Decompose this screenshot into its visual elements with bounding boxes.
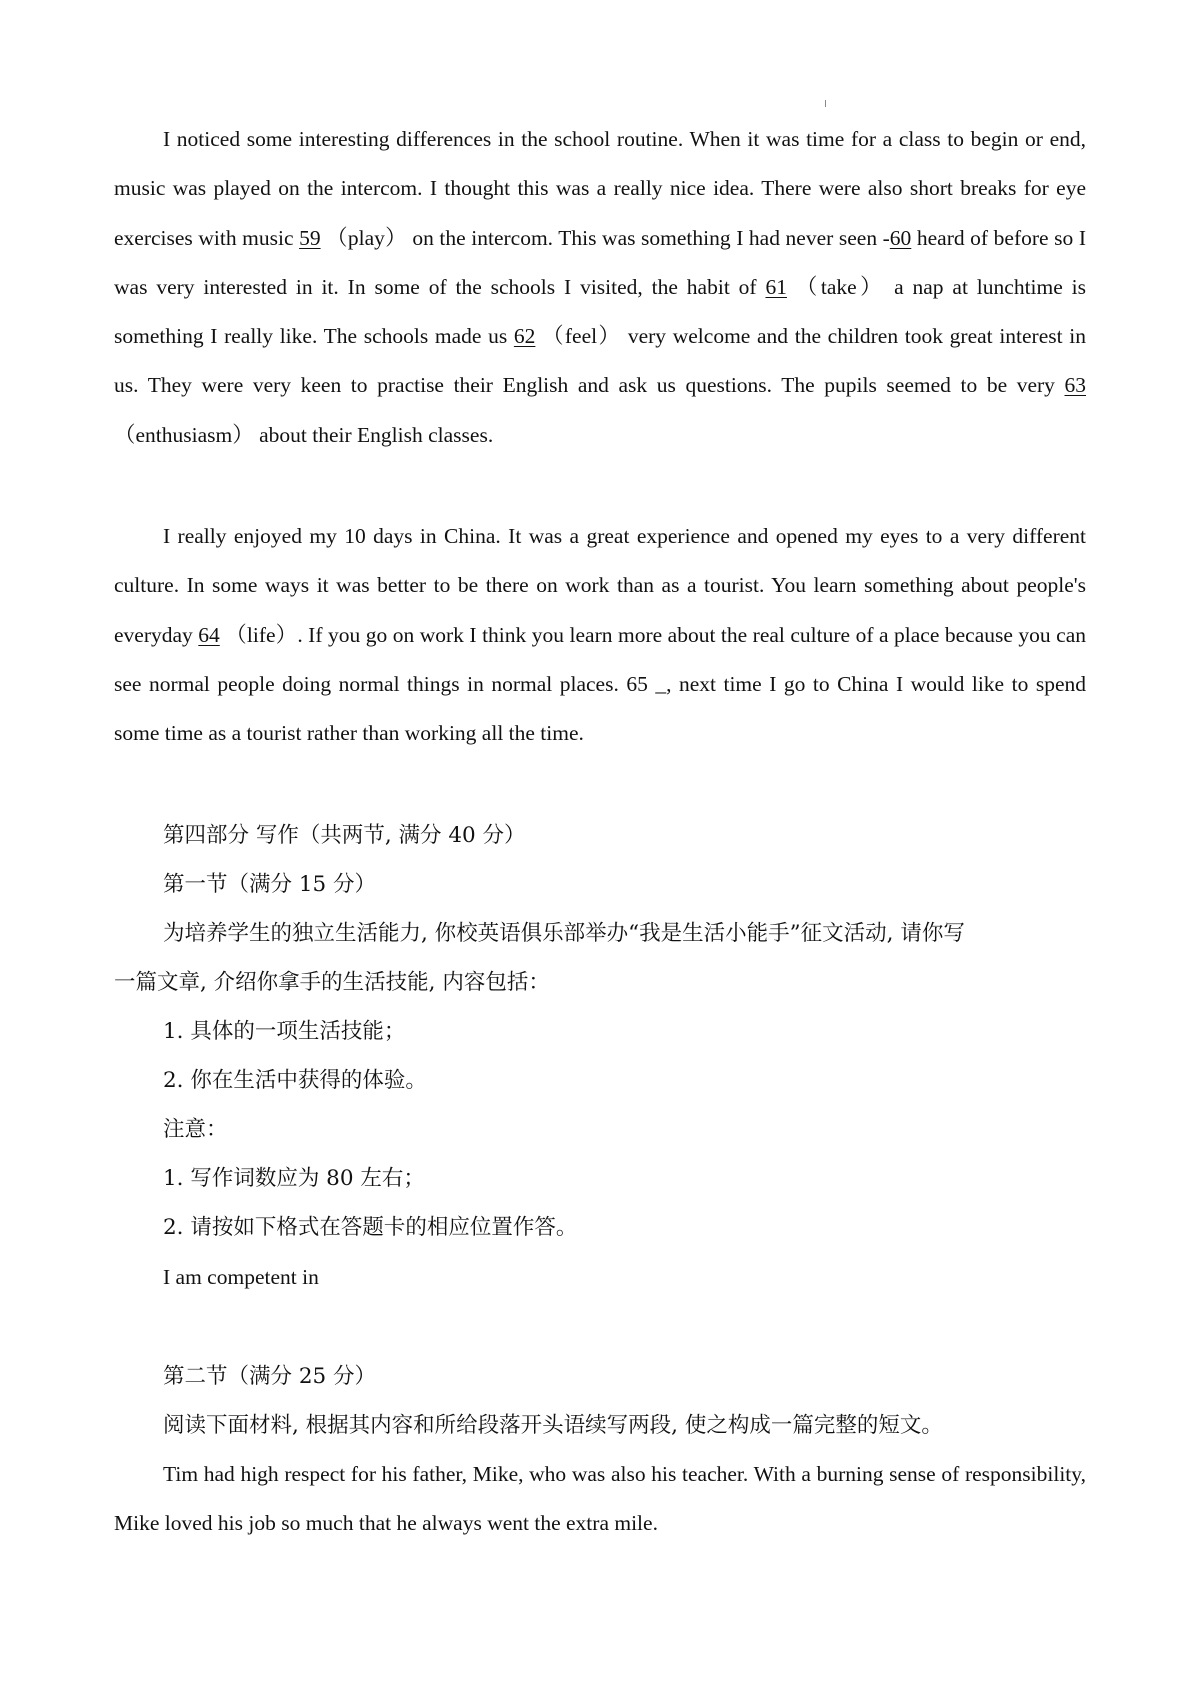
- page-mark: [825, 100, 826, 107]
- story-paragraph: [114, 1450, 1086, 1549]
- passage-text: very welcome and the children took great interest in us. They were very keen to practise their English and ask us questions. The pupils seemed to be very: [114, 324, 1086, 398]
- passage-text: . If you go on work I think you learn more about the real culture of a place because you can see normal people doing normal things in normal places. 65 _, next time I go to China I would like to spend some time as a tourist rather than working all the time.: [114, 622, 1086, 746]
- blank-59: 59: [299, 225, 321, 250]
- section-one-title: 第一节（满分 15 分）: [163, 872, 377, 897]
- hint-63: （enthusiasm）: [114, 422, 260, 447]
- passage-text: a nap at lunchtime is something I really like. The schools made us: [114, 274, 1087, 349]
- blank-64: 64: [198, 622, 220, 647]
- blank-61: 61: [765, 274, 787, 299]
- hint-64: （life）: [219, 622, 298, 647]
- passage-text: heard of before so I was very interested in it. In some of the schools I visited, the habit of: [114, 225, 1086, 299]
- writing-starter: I am competent in: [163, 1265, 319, 1289]
- hint-62: （feel）: [535, 324, 628, 349]
- blank-62: 62: [513, 324, 536, 349]
- blank-60: 60: [889, 225, 912, 250]
- part-four-title: 第四部分 写作（共两节, 满分 40 分）: [163, 823, 526, 848]
- section-two-instruction: 阅读下面材料, 根据其内容和所给段落开头语续写两段, 使之构成一篇完整的短文。: [163, 1413, 943, 1438]
- section-two-title: 第二节（满分 25 分）: [163, 1364, 377, 1389]
- passage-paragraph-2: [114, 512, 1086, 758]
- hint-61: （take）: [786, 274, 895, 299]
- content-item-1: 1. 具体的一项生活技能；: [163, 1019, 406, 1044]
- story-text: Tim had high respect for his father, Mike, who was also his teacher. With a burning sense of responsibility, Mike loved his job so much that he always went the extra mile.: [114, 1462, 1086, 1536]
- content-item-2: 2. 你在生活中获得的体验。: [163, 1068, 427, 1093]
- note-item-1: 1. 写作词数应为 80 左右；: [163, 1166, 425, 1191]
- passage-text: I noticed some interesting differences in the school routine. When it was time for a class to begin or end, music was played on the intercom. I thought this was a really nice idea. There were also short breaks for eye exercises with music: [114, 127, 1086, 250]
- section-one-prompt-line-2: 一篇文章, 介绍你拿手的生活技能, 内容包括：: [114, 970, 550, 995]
- hint-59: （play）: [320, 225, 413, 250]
- passage-text: about their English classes.: [259, 422, 494, 447]
- note-label: 注意：: [163, 1117, 228, 1142]
- section-one-prompt-line-1: 为培养学生的独立生活能力, 你校英语俱乐部举办“我是生活小能手”征文活动, 请你写: [163, 921, 965, 946]
- blank-63: 63: [1064, 373, 1086, 398]
- passage-paragraph-1: [114, 115, 1086, 460]
- note-item-2: 2. 请按如下格式在答题卡的相应位置作答。: [163, 1215, 578, 1240]
- passage-text: on the intercom. This was something I had never seen -: [412, 225, 890, 250]
- passage-text: I really enjoyed my 10 days in China. It was a great experience and opened my eyes to a very different culture. In some ways it was better to be there on work than as a tourist. You learn something about people's everyday: [114, 524, 1086, 647]
